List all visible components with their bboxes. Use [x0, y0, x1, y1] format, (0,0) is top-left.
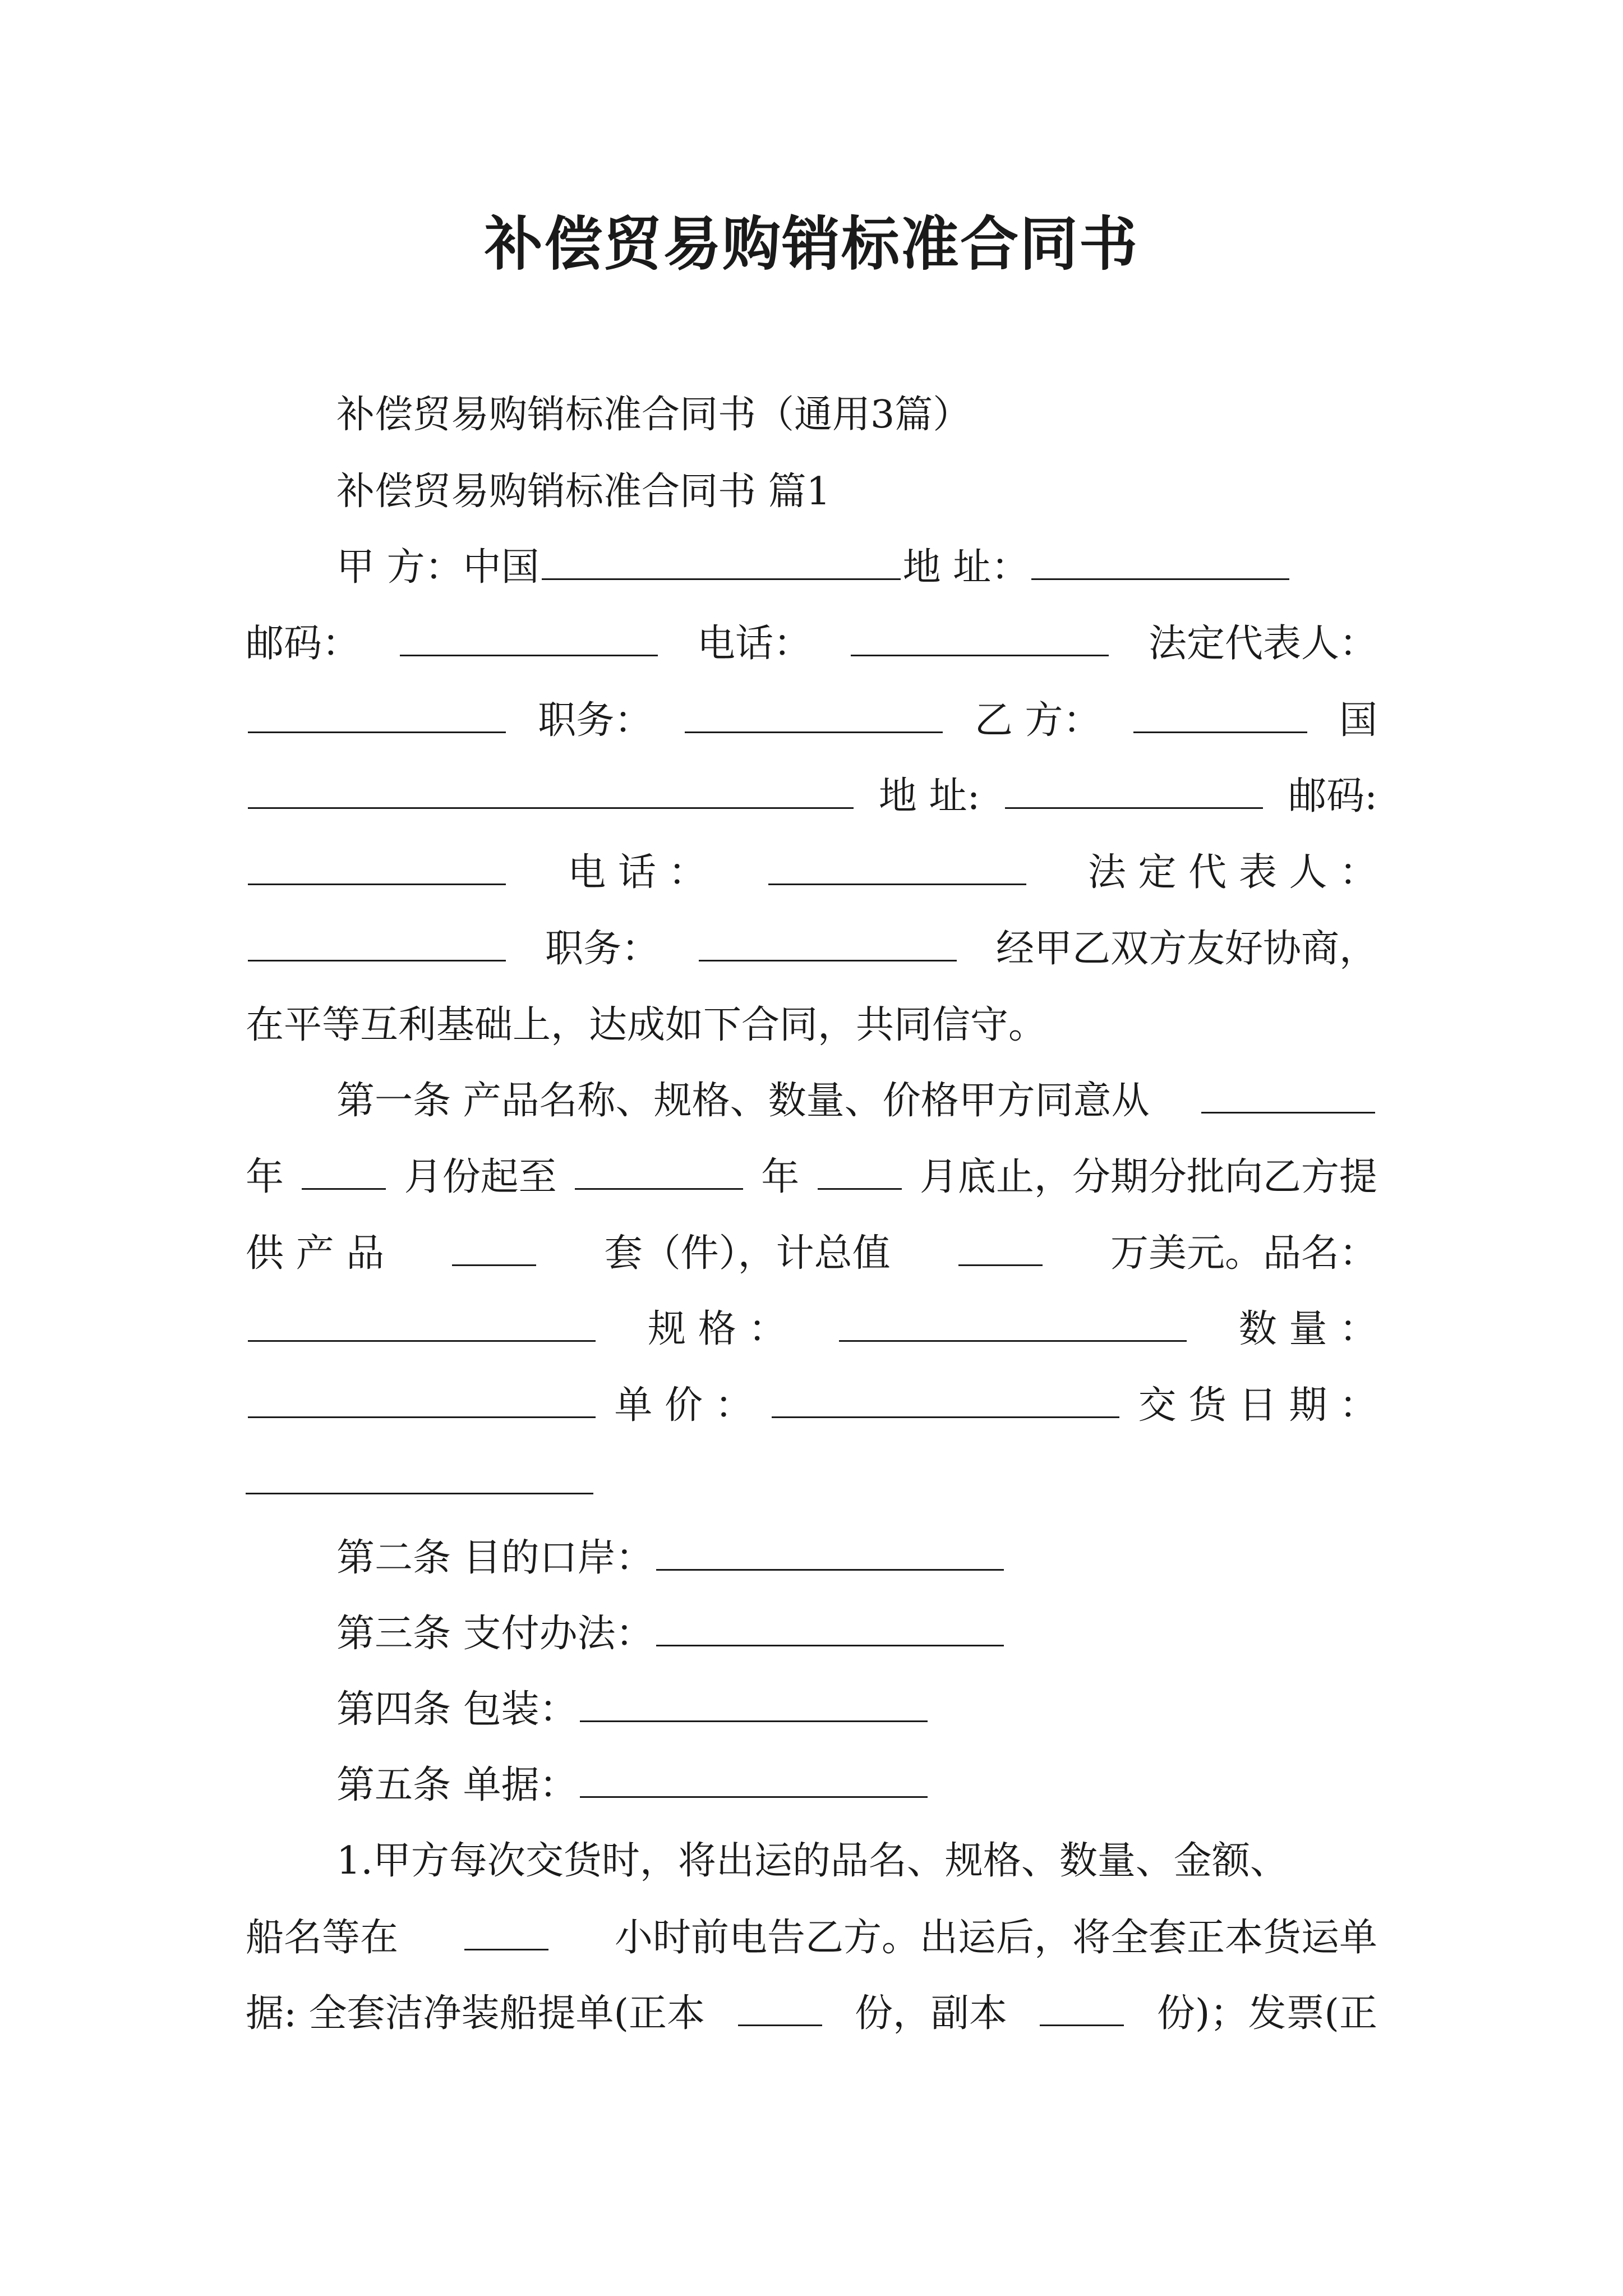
article-5-label: 第五条 单据： [336, 1763, 578, 1807]
party-a-legal-rep-blank [248, 697, 506, 733]
quantity-blank [248, 1382, 596, 1418]
subtitle-all: 补偿贸易购销标准合同书（通用3篇） [336, 393, 971, 437]
clause-1-hours-blank [464, 1914, 548, 1950]
article-1-year: 年 [246, 1155, 284, 1199]
party-b-country-blank [248, 772, 854, 809]
party-a-address-blank [1031, 544, 1289, 580]
party-a-postcode-label: 邮码： [246, 622, 361, 666]
article-5-blank [580, 1761, 928, 1798]
article-1-line-3 [246, 1226, 1377, 1282]
party-b-phone-blank [768, 849, 1026, 885]
party-a-position-blank [685, 697, 943, 733]
clause-1-ship-name: 船名等在 [246, 1916, 399, 1960]
article-1-line-4 [246, 1301, 1377, 1358]
party-b-phone-label: 电 话 ： [568, 850, 707, 895]
clause-1-invoice: 份)；发票(正 [1156, 1991, 1377, 2036]
subtitle-part: 补偿贸易购销标准合同书 篇1 [336, 470, 831, 514]
article-1-line-6 [246, 1454, 593, 1510]
article-5 [336, 1757, 930, 1814]
party-a-label: 甲 方： [336, 545, 463, 590]
party-a-position-line [246, 693, 1377, 749]
party-a-address-label: 地 址： [902, 545, 1030, 590]
article-1-sets-blank [452, 1230, 536, 1266]
article-1-product-name-label: 万美元。品名： [1110, 1231, 1377, 1276]
article-1-end-month-blank [818, 1153, 902, 1190]
article-1-month-from: 月份起至 [404, 1155, 557, 1199]
party-b-legal-rep-blank [248, 925, 506, 961]
party-b-position-line [246, 921, 1377, 977]
clause-1-copy-blank [1040, 1990, 1124, 2026]
article-1-line-5 [246, 1378, 1377, 1434]
article-1-supply: 供 产 品 [246, 1231, 385, 1276]
clause-1-original-blank [738, 1990, 822, 2026]
article-1-total: 套（件），计总值 [604, 1231, 891, 1276]
party-b-name-blank [1133, 697, 1307, 733]
party-a-phone-blank [851, 620, 1109, 656]
article-1-head: 第一条 产品名称、规格、数量、价格甲方同意从 [336, 1079, 1150, 1123]
spec-label: 规 格 ： [648, 1307, 787, 1351]
party-b-address-line [246, 769, 1377, 825]
party-b-address-blank [1005, 772, 1263, 809]
quantity-label: 数 量 ： [1238, 1307, 1377, 1351]
article-2-blank [656, 1534, 1004, 1571]
article-1-end-year-blank [575, 1153, 743, 1190]
article-3-blank [656, 1610, 1004, 1646]
article-2 [336, 1530, 1006, 1586]
party-b-contact-line [246, 845, 1377, 901]
party-a-position-label: 职务： [538, 698, 653, 743]
article-3-label: 第三条 支付办法： [336, 1612, 654, 1656]
article-1-start-year-blank [1201, 1077, 1375, 1114]
article-2-label: 第二条 目的口岸： [336, 1536, 654, 1580]
delivery-date-label: 交 货 日 期 ： [1138, 1383, 1377, 1428]
unit-price-blank [772, 1382, 1119, 1418]
party-b-address-label: 地 址: [878, 774, 980, 818]
party-b-legal-rep-label: 法 定 代 表 人 ： [1087, 850, 1377, 895]
party-a-line [336, 540, 1292, 596]
party-a-postcode-blank [400, 620, 658, 656]
article-4-label: 第四条 包装： [336, 1687, 578, 1732]
intro-end: 经甲乙双方友好协商， [995, 927, 1377, 971]
spec-blank [839, 1305, 1187, 1342]
article-1-line-2-tail: 月底止，分期分批向乙方提 [919, 1155, 1377, 1199]
clause-1-copies: 份，副本 [854, 1991, 1007, 2036]
article-1-line-2 [246, 1149, 1377, 1205]
clause-1-line-3 [246, 1986, 1377, 2042]
party-a-legal-rep-label: 法定代表人： [1148, 622, 1377, 666]
article-1-line-1 [336, 1073, 1377, 1129]
party-a-phone-label: 电话： [697, 622, 811, 666]
article-4 [336, 1682, 930, 1738]
product-name-blank [248, 1305, 596, 1342]
clause-1-bill-original: 据: 全套洁净装船提单(正本 [246, 1991, 706, 2036]
party-b-postcode-blank [248, 849, 506, 885]
clause-1-text-1: 1.甲方每次交货时，将出运的品名、规格、数量、金额、 [336, 1839, 1288, 1883]
article-1-start-month-blank [302, 1153, 386, 1190]
party-a-contact-line [246, 616, 1377, 672]
unit-price-label: 单 价 ： [614, 1383, 753, 1428]
party-b-postcode-label: 邮码: [1288, 774, 1377, 818]
clause-1-line-1 [336, 1833, 1377, 1889]
article-1-year-2: 年 [761, 1155, 800, 1199]
intro-line-2: 在平等互利基础上，达成如下合同，共同信守。 [246, 1003, 1047, 1047]
party-b-label: 乙 方： [974, 698, 1101, 743]
party-b-country-suffix: 国 [1339, 698, 1377, 743]
delivery-date-blank [246, 1458, 593, 1494]
party-b-position-label: 职务： [545, 927, 660, 971]
party-a-name-blank [542, 544, 901, 580]
article-3 [336, 1606, 1006, 1662]
article-4-blank [580, 1686, 928, 1722]
article-1-amount-blank [958, 1230, 1043, 1266]
clause-1-notify: 小时前电告乙方。出运后，将全套正本货运单 [614, 1916, 1377, 1960]
document-title: 补偿贸易购销标准合同书 [484, 209, 1138, 278]
party-a-name: 中国 [463, 545, 540, 590]
clause-1-line-2 [246, 1910, 1377, 1966]
party-b-position-blank [699, 925, 957, 961]
